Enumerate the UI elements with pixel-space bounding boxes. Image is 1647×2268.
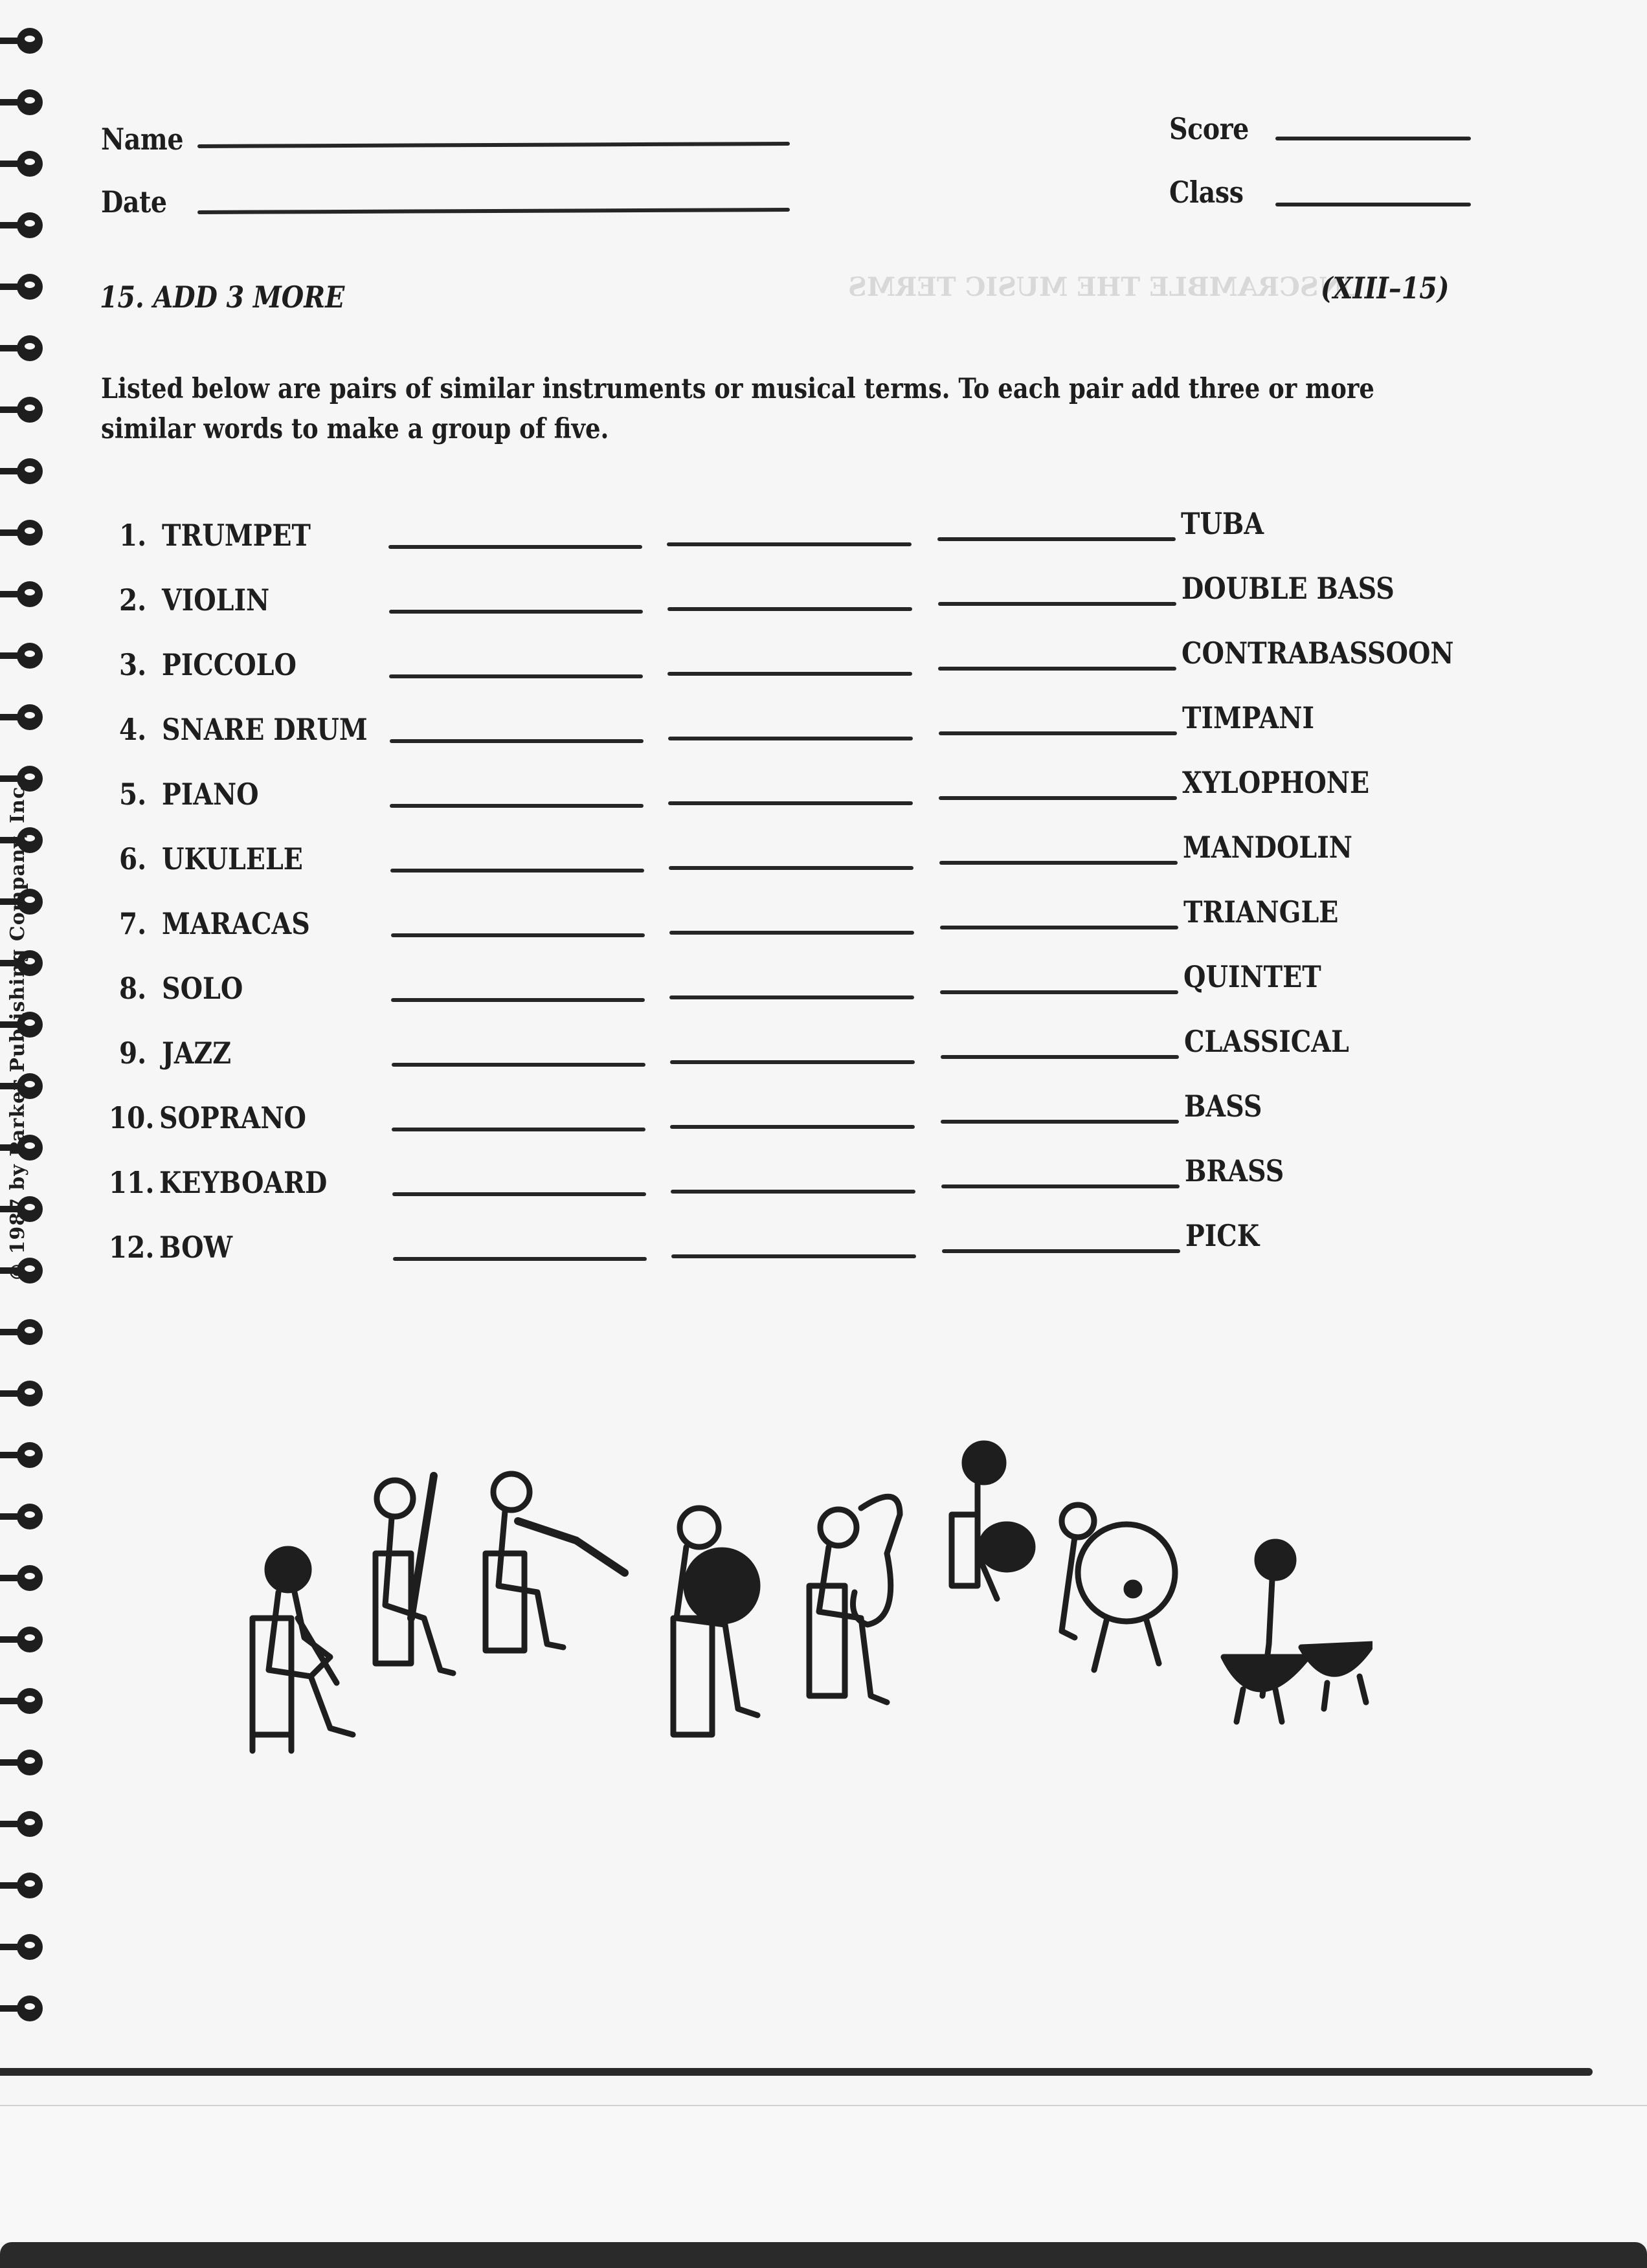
- answer-blank-2[interactable]: [668, 801, 913, 805]
- spiral-coil-icon: [0, 1994, 45, 2023]
- answer-blank-3[interactable]: [940, 926, 1178, 929]
- answer-blank-2[interactable]: [671, 1190, 915, 1194]
- activity-title: 15. ADD 3 MORE: [100, 280, 345, 315]
- musicians-illustration: [233, 1424, 1372, 1761]
- answer-blank-1[interactable]: [391, 933, 645, 937]
- row-number: 11.: [109, 1165, 155, 1200]
- timpani-player-icon: [1224, 1542, 1372, 1722]
- answer-blank-3[interactable]: [938, 602, 1176, 606]
- row-first-word: VIOLIN: [162, 583, 270, 617]
- bass-drum-player-icon: [1062, 1505, 1175, 1670]
- row-number: 1.: [119, 518, 147, 553]
- answer-blank-3[interactable]: [942, 1249, 1180, 1253]
- spiral-coil-icon: [0, 456, 45, 486]
- instructions-line-1: Listed below are pairs of similar instruments or musical terms. To each pair add three or more: [101, 373, 1374, 405]
- answer-blank-1[interactable]: [389, 674, 643, 678]
- answer-blank-3[interactable]: [938, 667, 1176, 671]
- answer-blank-2[interactable]: [669, 866, 913, 870]
- copyright-notice: © 1987 by Parker Publishing Company, Inc.: [6, 779, 29, 1282]
- row-last-word: TRIANGLE: [1183, 895, 1339, 929]
- row-number: 2.: [119, 583, 147, 617]
- answer-blank-1[interactable]: [390, 739, 644, 743]
- answer-blank-3[interactable]: [941, 1184, 1180, 1188]
- answer-blank-1[interactable]: [392, 1063, 645, 1067]
- row-last-word: MANDOLIN: [1183, 830, 1352, 865]
- row-number: 7.: [119, 906, 147, 941]
- spiral-coil-icon: [0, 1871, 45, 1900]
- class-field[interactable]: [1275, 203, 1471, 206]
- spiral-coil-icon: [0, 1379, 45, 1408]
- answer-blank-3[interactable]: [941, 1120, 1179, 1124]
- row-last-word: QUINTET: [1183, 959, 1321, 994]
- row-last-word: XYLOPHONE: [1182, 765, 1370, 800]
- spiral-coil-icon: [0, 26, 45, 56]
- trombone-player-icon: [486, 1474, 625, 1651]
- activity-code: (XIII–15): [1321, 271, 1450, 306]
- spiral-coil-icon: [0, 1686, 45, 1716]
- answer-blank-3[interactable]: [939, 731, 1177, 735]
- spiral-coil-icon: [0, 1748, 45, 1777]
- row-number: 3.: [119, 647, 147, 682]
- spiral-coil-icon: [0, 149, 45, 179]
- row-number: 6.: [119, 841, 147, 876]
- row-number: 4.: [119, 712, 147, 747]
- spiral-coil-icon: [0, 395, 45, 425]
- row-first-word: TRUMPET: [162, 518, 311, 553]
- answer-blank-2[interactable]: [670, 1125, 915, 1129]
- row-last-word: TUBA: [1181, 506, 1264, 541]
- spiral-coil-icon: [0, 1440, 45, 1470]
- row-first-word: PIANO: [162, 777, 259, 812]
- answer-blank-1[interactable]: [392, 1128, 645, 1131]
- spiral-coil-icon: [0, 333, 45, 363]
- row-last-word: BASS: [1184, 1089, 1262, 1124]
- instructions-line-2: similar words to make a group of five.: [101, 413, 609, 445]
- row-first-word: SNARE DRUM: [162, 712, 368, 747]
- spiral-coil-icon: [0, 272, 45, 302]
- spiral-coil-icon: [0, 1809, 45, 1839]
- spiral-coil-icon: [0, 1563, 45, 1593]
- row-last-word: CONTRABASSOON: [1182, 636, 1454, 671]
- spiral-coil-icon: [0, 641, 45, 671]
- answer-blank-3[interactable]: [937, 537, 1176, 541]
- answer-blank-2[interactable]: [667, 607, 912, 611]
- answer-blank-1[interactable]: [390, 869, 644, 873]
- score-label: Score: [1169, 111, 1249, 146]
- spiral-coil-icon: [0, 1625, 45, 1654]
- score-field[interactable]: [1275, 137, 1471, 140]
- bassoon-player-icon: [375, 1476, 453, 1673]
- answer-blank-1[interactable]: [388, 545, 642, 549]
- answer-blank-2[interactable]: [667, 672, 912, 676]
- row-first-word: JAZZ: [162, 1036, 232, 1071]
- row-first-word: MARACAS: [162, 906, 310, 941]
- answer-blank-1[interactable]: [389, 610, 643, 614]
- spiral-coil-icon: [0, 518, 45, 548]
- row-last-word: CLASSICAL: [1183, 1024, 1349, 1059]
- spiral-coil-icon: [0, 210, 45, 240]
- date-field[interactable]: [197, 208, 790, 214]
- answer-blank-1[interactable]: [391, 998, 645, 1002]
- row-first-word: PICCOLO: [162, 647, 297, 682]
- spiral-coil-icon: [0, 702, 45, 732]
- row-number: 10.: [109, 1100, 155, 1135]
- answer-blank-2[interactable]: [669, 931, 914, 935]
- tuba-player-icon: [809, 1496, 900, 1702]
- answer-blank-3[interactable]: [939, 796, 1177, 800]
- bleed-through-title: UNSCRAMBLE THE MUSIC TERMS: [848, 272, 1365, 302]
- answer-blank-1[interactable]: [390, 804, 644, 808]
- answer-blank-2[interactable]: [670, 1060, 915, 1064]
- row-number: 8.: [119, 971, 147, 1006]
- name-label: Name: [101, 122, 184, 157]
- date-label: Date: [101, 184, 167, 219]
- answer-blank-1[interactable]: [393, 1257, 647, 1261]
- answer-blank-2[interactable]: [671, 1254, 916, 1258]
- answer-blank-2[interactable]: [669, 995, 914, 999]
- row-first-word: SOPRANO: [159, 1100, 306, 1135]
- scanner-bed: [0, 2106, 1647, 2242]
- spiral-coil-icon: [0, 579, 45, 609]
- row-number: 12.: [109, 1230, 155, 1265]
- clarinet-player-icon: [252, 1549, 353, 1751]
- row-number: 5.: [119, 777, 147, 812]
- answer-blank-2[interactable]: [667, 542, 912, 546]
- spiral-coil-icon: [0, 87, 45, 117]
- french-horn-player-icon: [673, 1508, 757, 1735]
- spiral-coil-icon: [0, 1932, 45, 1962]
- spiral-coil-icon: [0, 1317, 45, 1347]
- name-field[interactable]: [197, 142, 790, 148]
- answer-blank-3[interactable]: [940, 990, 1178, 994]
- scanner-edge: [0, 2242, 1647, 2268]
- row-first-word: UKULELE: [162, 841, 303, 876]
- row-number: 9.: [119, 1036, 147, 1071]
- answer-blank-3[interactable]: [941, 1055, 1179, 1059]
- snare-drum-player-icon: [952, 1443, 1033, 1599]
- answer-blank-2[interactable]: [668, 737, 913, 740]
- answer-blank-1[interactable]: [392, 1192, 646, 1196]
- answer-blank-3[interactable]: [939, 861, 1178, 865]
- row-last-word: DOUBLE BASS: [1181, 571, 1395, 606]
- bottom-rule: [0, 2068, 1593, 2076]
- row-first-word: KEYBOARD: [159, 1165, 328, 1200]
- row-first-word: BOW: [159, 1230, 233, 1265]
- spiral-coil-icon: [0, 1502, 45, 1531]
- class-label: Class: [1169, 175, 1244, 210]
- row-first-word: SOLO: [162, 971, 243, 1006]
- row-last-word: TIMPANI: [1182, 700, 1314, 735]
- row-last-word: PICK: [1185, 1218, 1259, 1253]
- row-last-word: BRASS: [1185, 1153, 1284, 1188]
